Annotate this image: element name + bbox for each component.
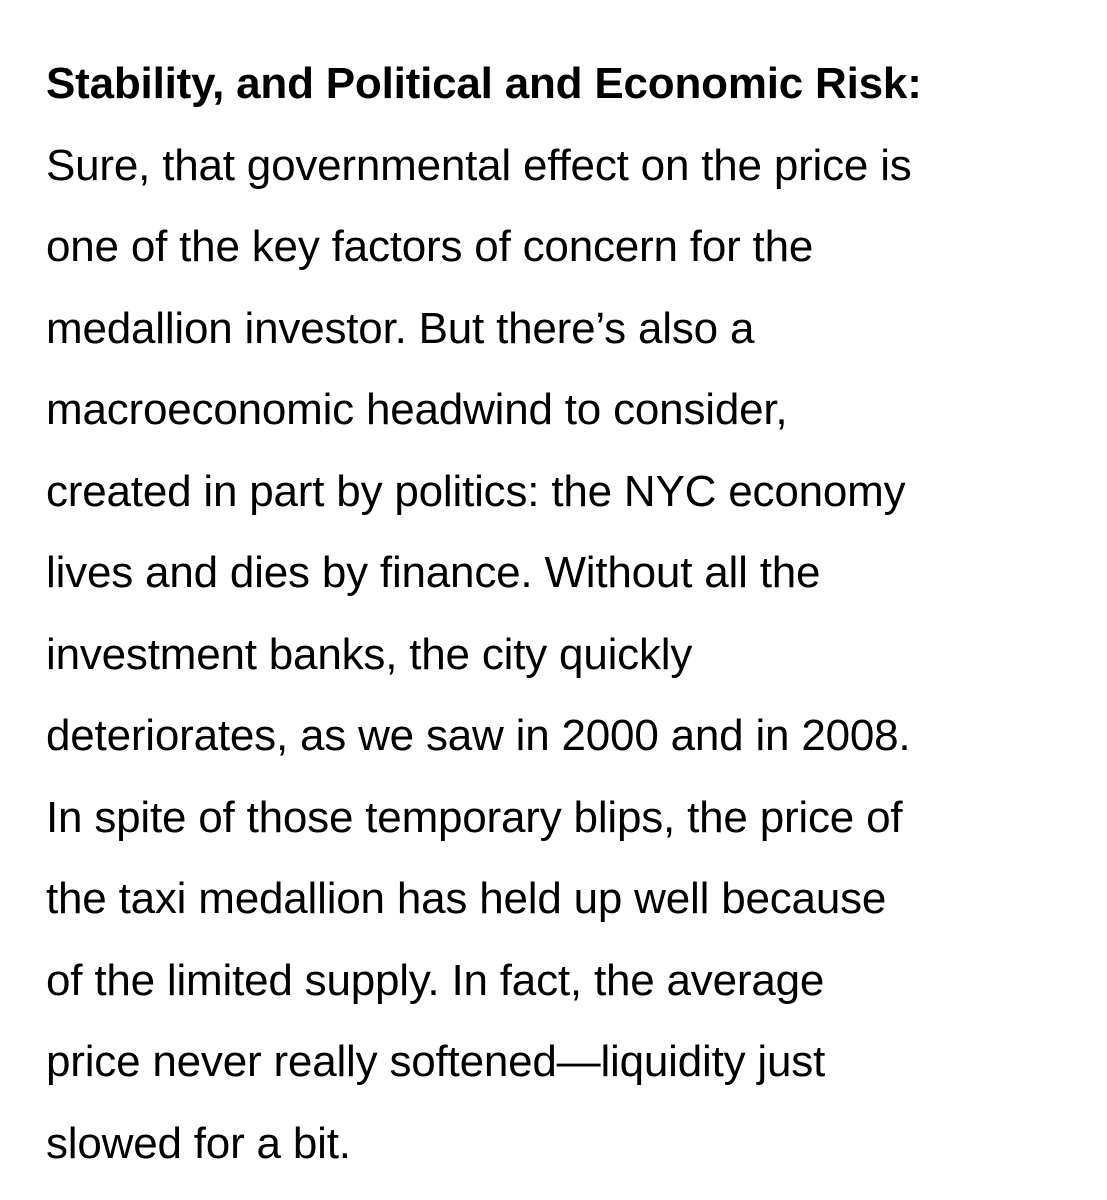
- paragraph-line: medallion investor. But there’s also a: [46, 303, 755, 353]
- paragraph-line: lives and dies by finance. Without all the: [46, 548, 821, 597]
- paragraph-line: the taxi medallion has held up well because: [46, 874, 887, 923]
- paragraph-line: In spite of those temporary blips, the price of: [46, 792, 903, 842]
- article-excerpt: [46, 52, 1096, 1193]
- paragraph-line: investment banks, the city quickly: [46, 629, 693, 679]
- paragraph-line: created in part by politics: the NYC economy: [46, 466, 906, 516]
- paragraph-line: of the limited supply. In fact, the average: [46, 955, 825, 1005]
- paragraph-line: macroeconomic headwind to consider,: [46, 385, 788, 434]
- paragraph-line: Sure, that governmental effect on the price is: [46, 140, 912, 190]
- paragraph-line: deteriorates, as we saw in 2000 and in 2008.: [46, 711, 911, 760]
- paragraph-line: price never really softened—liquidity just: [46, 1037, 826, 1086]
- paragraph-line: one of the key factors of concern for the: [46, 222, 814, 271]
- paragraph-line: slowed for a bit.: [46, 1118, 351, 1168]
- section-heading: Stability, and Political and Economic Risk:: [46, 59, 922, 108]
